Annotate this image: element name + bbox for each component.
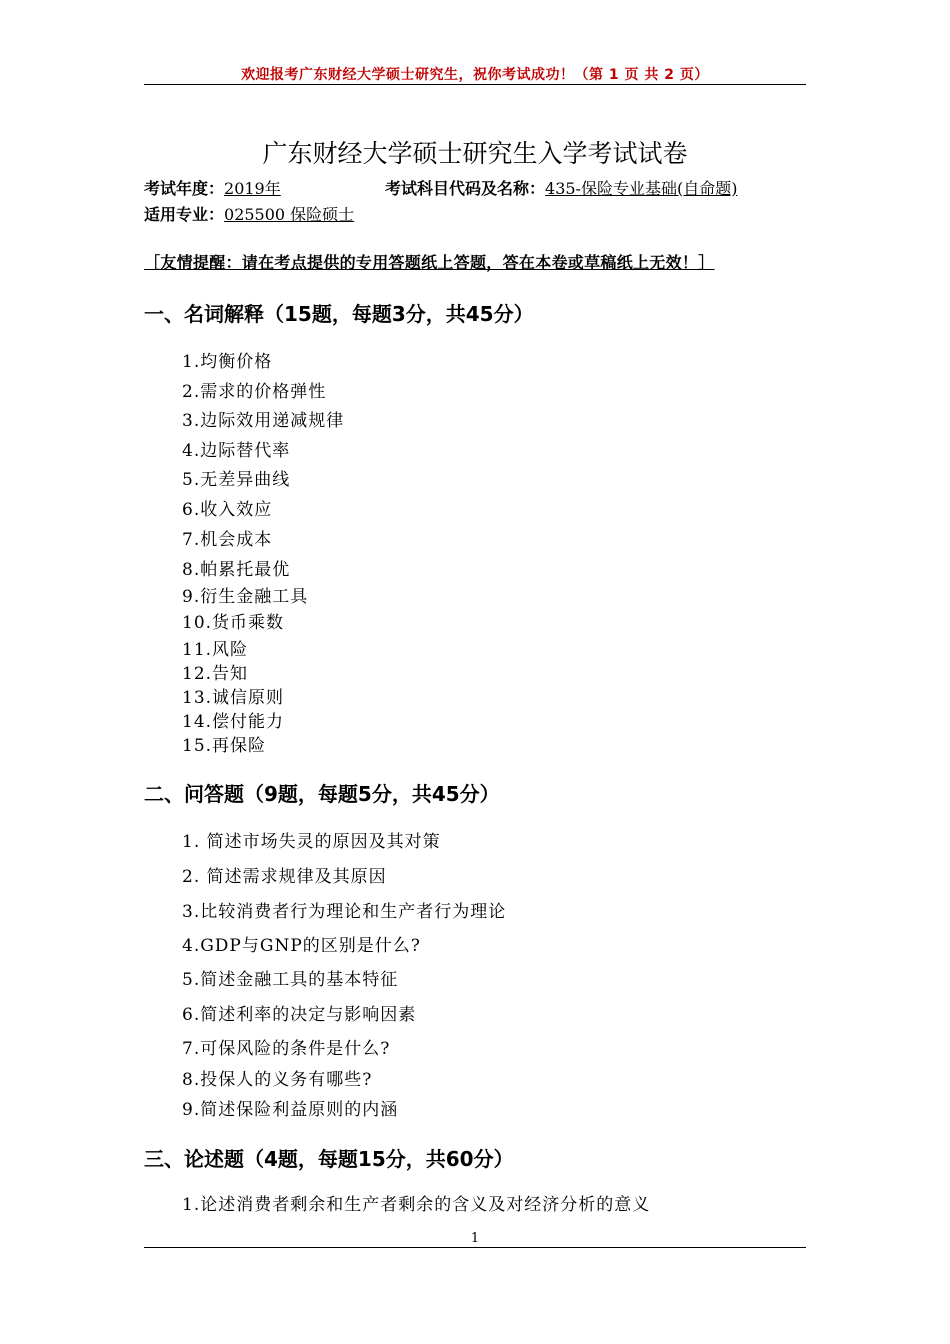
footer-rule bbox=[144, 1247, 806, 1248]
exam-subject-value: 435-保险专业基础(自命题) bbox=[545, 179, 738, 198]
exam-major-value: 025500 保险硕士 bbox=[224, 205, 355, 224]
header-rule bbox=[144, 84, 806, 85]
exam-subject bbox=[385, 176, 737, 199]
list-item: 11.风险 bbox=[182, 640, 249, 660]
section-heading: 一、名词解释（15题，每题3分，共45分） bbox=[144, 302, 534, 326]
list-item: 15.再保险 bbox=[182, 736, 267, 756]
list-item: 7.可保风险的条件是什么? bbox=[182, 1039, 391, 1059]
exam-major bbox=[144, 202, 354, 225]
list-item: 1.论述消费者剩余和生产者剩余的含义及对经济分析的意义 bbox=[182, 1195, 651, 1215]
exam-major-label: 适用专业： bbox=[144, 205, 225, 224]
section-heading: 三、论述题（4题，每题15分，共60分） bbox=[144, 1147, 514, 1171]
exam-subject-label: 考试科目代码及名称： bbox=[385, 179, 546, 198]
list-item: 8.投保人的义务有哪些? bbox=[182, 1070, 373, 1090]
list-item: 10.货币乘数 bbox=[182, 613, 285, 633]
exam-year-label: 考试年度： bbox=[144, 179, 225, 198]
list-item: 8.帕累托最优 bbox=[182, 560, 291, 580]
list-item: 2.需求的价格弹性 bbox=[182, 382, 327, 402]
list-item: 4.边际替代率 bbox=[182, 441, 291, 461]
list-item: 4.GDP与GNP的区别是什么? bbox=[182, 936, 421, 956]
exam-notice: ［友情提醒：请在考点提供的专用答题纸上答题，答在本卷或草稿纸上无效！］ bbox=[144, 253, 715, 272]
list-item: 5.简述金融工具的基本特征 bbox=[182, 970, 399, 990]
exam-year bbox=[144, 176, 281, 199]
list-item: 14.偿付能力 bbox=[182, 712, 285, 732]
list-item: 1.均衡价格 bbox=[182, 352, 273, 372]
list-item: 5.无差异曲线 bbox=[182, 470, 291, 490]
page-number: 1 bbox=[470, 1231, 480, 1246]
page-header: 欢迎报考广东财经大学硕士研究生，祝你考试成功！（第 1 页 共 2 页） bbox=[241, 67, 709, 83]
list-item: 13.诚信原则 bbox=[182, 688, 285, 708]
list-item: 7.机会成本 bbox=[182, 530, 273, 550]
exam-title: 广东财经大学硕士研究生入学考试试卷 bbox=[262, 139, 688, 168]
list-item: 2. 简述需求规律及其原因 bbox=[182, 867, 387, 887]
list-item: 6.收入效应 bbox=[182, 500, 273, 520]
list-item: 6.简述利率的决定与影响因素 bbox=[182, 1005, 417, 1025]
list-item: 12.告知 bbox=[182, 664, 249, 684]
list-item: 1. 简述市场失灵的原因及其对策 bbox=[182, 832, 441, 852]
list-item: 3.边际效用递减规律 bbox=[182, 411, 345, 431]
section-heading: 二、问答题（9题，每题5分，共45分） bbox=[144, 782, 500, 806]
list-item: 3.比较消费者行为理论和生产者行为理论 bbox=[182, 902, 507, 922]
list-item: 9.衍生金融工具 bbox=[182, 587, 309, 607]
list-item: 9.简述保险利益原则的内涵 bbox=[182, 1100, 399, 1120]
exam-year-value: 2019年 bbox=[224, 179, 281, 198]
